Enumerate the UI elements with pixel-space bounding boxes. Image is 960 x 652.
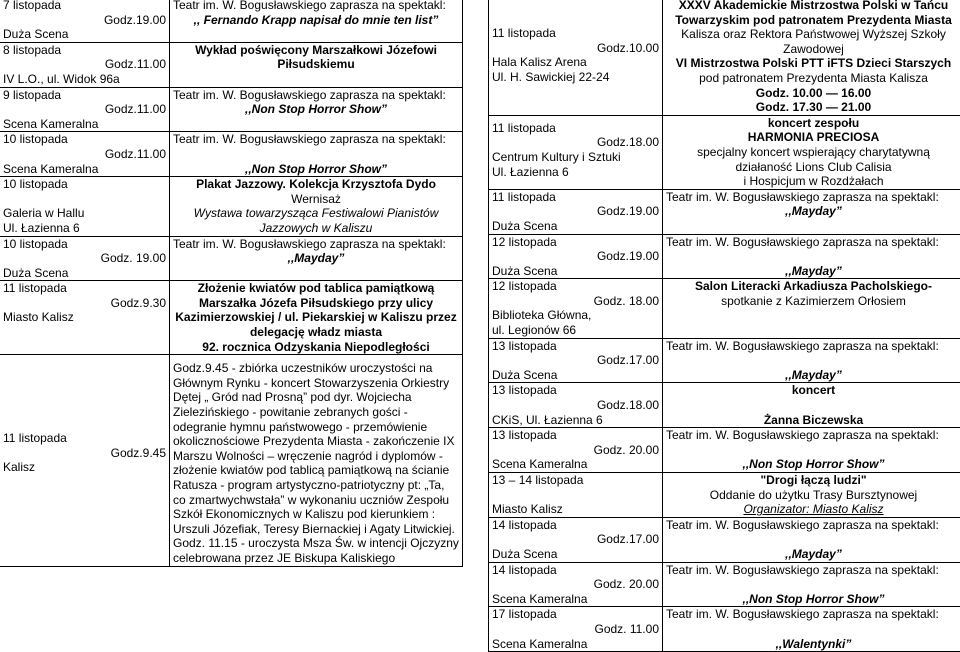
event-time	[492, 488, 659, 503]
event-line: XXXV Akademickie Mistrzostwa Polski w Tańcu	[666, 0, 960, 13]
event-line: Teatr im. W. Bogusławskiego zaprasza na spektakl:	[666, 607, 960, 622]
event-line: Teatr im. W. Bogusławskiego zaprasza na spektakl:	[666, 190, 960, 205]
schedule-row	[0, 0, 463, 42]
event-when-cell	[0, 42, 170, 87]
event-line: Teatr im. W. Bogusławskiego zaprasza na spektakl:	[173, 132, 459, 147]
event-line: Salon Literacki Arkadiusza Pacholskiego-	[666, 279, 960, 294]
event-line: "Drogi łączą ludzi"	[666, 473, 960, 488]
event-when-cell	[489, 338, 663, 383]
event-time: Godz. 18.00	[492, 294, 659, 309]
event-when-cell	[489, 279, 663, 338]
event-line: działaność Lions Club Calisia	[666, 160, 960, 175]
schedule-row	[489, 428, 960, 473]
event-line: Żanna Biczewska	[666, 413, 960, 428]
event-description-cell	[170, 177, 463, 236]
schedule-table-right	[488, 0, 960, 652]
event-line: Teatr im. W. Bogusławskiego zaprasza na spektakl:	[666, 339, 960, 354]
schedule-row	[489, 562, 960, 607]
event-venue: Centrum Kultury i Sztuki	[492, 150, 659, 165]
event-venue: Ul. H. Sawickiej 22-24	[492, 70, 659, 85]
event-description-cell	[663, 279, 960, 338]
event-when-cell	[0, 132, 170, 177]
event-date: 17 listopada	[492, 607, 659, 622]
event-time: Godz. 11.00	[492, 622, 659, 637]
event-venue: Scena Kameralna	[3, 117, 166, 132]
schedule-row	[489, 279, 960, 338]
event-time: Godz. 20.00	[492, 443, 659, 458]
schedule-row	[489, 0, 960, 115]
event-time: Godz.18.00	[492, 135, 659, 150]
event-line	[666, 353, 960, 368]
schedule-row	[0, 42, 463, 87]
event-date: 13 – 14 listopada	[492, 473, 659, 488]
event-date: 11 listopada	[492, 26, 659, 41]
event-venue: Duża Scena	[492, 219, 659, 234]
event-line: ,,Mayday”	[666, 368, 960, 383]
event-line: Wystawa towarzysząca Festiwalowi Pianistów	[173, 206, 459, 221]
event-line	[666, 398, 960, 413]
event-when-cell	[489, 189, 663, 234]
schedule-row	[0, 132, 463, 177]
event-line: Teatr im. W. Bogusławskiego zaprasza na spektakl:	[666, 428, 960, 443]
event-venue: Miasto Kalisz	[492, 502, 659, 517]
event-venue: Duża Scena	[3, 27, 166, 42]
schedule-row	[0, 355, 463, 566]
schedule-row	[489, 517, 960, 562]
schedule-row	[489, 189, 960, 234]
event-line: ,,Mayday”	[666, 264, 960, 279]
event-line: Złożenie kwiatów pod tablica pamiątkową	[173, 281, 459, 296]
event-when-cell	[489, 115, 663, 189]
event-line: Teatr im. W. Bogusławskiego zaprasza na spektakl:	[173, 0, 459, 13]
event-line: Kazimierzowskiej / ul. Piekarskiej w Kaliszu przez	[173, 310, 459, 325]
event-when-cell	[489, 607, 663, 652]
event-date: 7 listopada	[3, 0, 166, 13]
event-description-cell	[663, 0, 960, 115]
schedule-table-left	[0, 0, 463, 567]
event-venue: Hala Kalisz Arena	[492, 55, 659, 70]
event-when-cell	[489, 428, 663, 473]
event-description-cell	[663, 234, 960, 279]
event-description-cell	[170, 0, 463, 42]
event-line: Teatr im. W. Bogusławskiego zaprasza na spektakl:	[666, 563, 960, 578]
event-when-cell	[0, 355, 170, 566]
event-time: Godz.19.00	[3, 13, 166, 28]
schedule-row	[489, 607, 960, 652]
event-date: 11 listopada	[3, 281, 166, 296]
schedule-row	[0, 281, 463, 355]
event-venue: Duża Scena	[492, 368, 659, 383]
event-venue: Galeria w Hallu	[3, 206, 166, 221]
event-date: 10 listopada	[3, 237, 166, 252]
event-date: 12 listopada	[492, 279, 659, 294]
event-time: Godz.11.00	[3, 102, 166, 117]
event-line: Kalisza oraz Rektora Państwowej Wyższej Szkoły	[666, 27, 960, 42]
event-when-cell	[489, 473, 663, 518]
event-line: VI Mistrzostwa Polski PTT iFTS Dzieci Starszych	[666, 56, 960, 71]
event-line	[666, 249, 960, 264]
event-line: Marszałka Józefa Piłsudskiego przy ulicy	[173, 296, 459, 311]
event-line: Wykład poświęcony Marszałkowi Józefowi	[173, 43, 459, 58]
event-description-cell	[170, 236, 463, 281]
event-line	[666, 532, 960, 547]
event-line: pod patronatem Prezydenta Miasta Kalisza	[666, 71, 960, 86]
event-line: Jazzowych w Kaliszu	[173, 221, 459, 236]
event-line: Piłsudskiemu	[173, 57, 459, 72]
event-when-cell	[0, 177, 170, 236]
event-when-cell	[0, 0, 170, 42]
event-time: Godz.11.00	[3, 147, 166, 162]
event-venue: Duża Scena	[492, 264, 659, 279]
event-date: 11 listopada	[492, 190, 659, 205]
event-line: Organizator: Miasto Kalisz	[666, 502, 960, 517]
event-date: 13 listopada	[492, 383, 659, 398]
event-line: ,,Non Stop Horror Show”	[173, 102, 459, 117]
schedule-row	[0, 177, 463, 236]
event-date: 8 listopada	[3, 43, 166, 58]
event-line: Teatr im. W. Bogusławskiego zaprasza na spektakl:	[173, 237, 459, 252]
event-line: ,,Mayday”	[666, 204, 960, 219]
event-time: Godz.18.00	[492, 398, 659, 413]
event-when-cell	[0, 281, 170, 355]
event-line	[666, 443, 960, 458]
event-line: koncert	[666, 383, 960, 398]
event-time: Godz.17.00	[492, 353, 659, 368]
event-description-cell	[663, 189, 960, 234]
event-line: ,,Walentynki”	[666, 637, 960, 652]
event-venue: Scena Kameralna	[492, 637, 659, 652]
event-description-cell	[170, 87, 463, 132]
event-date: 11 listopada	[3, 431, 166, 446]
event-time: Godz.19.00	[492, 204, 659, 219]
event-line: Godz. 10.00 — 16.00	[666, 86, 960, 101]
event-venue: Duża Scena	[3, 266, 166, 281]
event-program-text: Godz.9.45 - zbiórka uczestników uroczystości na Głównym Rynku - koncert Stowarzyszenia Orkiestry Dętej „ Gród nad Prosną” pod dyr. Wojciecha Zielezińskiego - powitanie zebranych gości - odegranie hymnu państwowego - przemówienie okolicznościowe Prezydenta Miasta - zakończenie IX Marszu Wolności – wręczenie nagród i dyplomów - złożenie kwiatów pod tablicą pamiątkową na ścianie Ratusza - program artystyczno-patriotyczny pt: „Ta, co zmartwychwstała” w wykonaniu uczniów Zespołu Szkół Ekonomicznych w Kaliszu pod kierunkiem : Urszuli Józefiak, Teresy Biernackiej i Agaty Litwickiej. Godz. 11.15 - uroczysta Msza Św. w intencji Ojczyzny celebrowana przez JE Biskupa Kaliskiego	[173, 361, 459, 565]
event-description-cell	[663, 428, 960, 473]
event-time: Godz.10.00	[492, 41, 659, 56]
event-date: 10 listopada	[3, 132, 166, 147]
event-description-cell	[663, 517, 960, 562]
event-description-cell	[663, 607, 960, 652]
event-line: Oddanie do użytku Trasy Bursztynowej	[666, 488, 960, 503]
schedule-row	[489, 473, 960, 518]
event-line: koncert zespołu	[666, 116, 960, 131]
event-time: Godz.11.00	[3, 57, 166, 72]
schedule-row	[489, 338, 960, 383]
event-venue: Miasto Kalisz	[3, 310, 166, 325]
event-line: ,,Non Stop Horror Show”	[173, 162, 459, 177]
event-line: ,,Non Stop Horror Show”	[666, 592, 960, 607]
event-venue: Ul. Łazienna 6	[3, 221, 166, 236]
event-line: i Hospicjum w Rozdżałach	[666, 174, 960, 189]
event-venue: CKiS, Ul. Łazienna 6	[492, 413, 659, 428]
event-time: Godz.17.00	[492, 532, 659, 547]
event-date: 9 listopada	[3, 88, 166, 103]
event-date: 14 listopada	[492, 518, 659, 533]
event-line: Teatr im. W. Bogusławskiego zaprasza na spektakl:	[666, 235, 960, 250]
event-time: Godz.9.45	[3, 446, 166, 461]
event-date: 13 listopada	[492, 339, 659, 354]
event-description-cell	[170, 42, 463, 87]
event-when-cell	[489, 562, 663, 607]
event-venue: Kalisz	[3, 460, 166, 475]
event-when-cell	[489, 517, 663, 562]
event-line: Wernisaż	[173, 192, 459, 207]
spacer	[3, 192, 166, 207]
schedule-row	[489, 234, 960, 279]
event-description-cell	[663, 473, 960, 518]
event-date: 12 listopada	[492, 235, 659, 250]
event-venue: Duża Scena	[492, 547, 659, 562]
event-description-cell	[170, 281, 463, 355]
event-line	[666, 622, 960, 637]
schedule-row	[0, 236, 463, 281]
event-description-cell	[663, 562, 960, 607]
event-line: Zawodowej	[666, 42, 960, 57]
event-date: 13 listopada	[492, 428, 659, 443]
event-line: HARMONIA PRECIOSA	[666, 130, 960, 145]
event-description-cell	[170, 132, 463, 177]
event-time: Godz.19.00	[492, 249, 659, 264]
event-line: ,, Fernando Krapp napisał do mnie ten list”	[173, 13, 459, 28]
event-venue: Scena Kameralna	[492, 592, 659, 607]
event-venue: Ul. Łazienna 6	[492, 165, 659, 180]
event-line	[173, 147, 459, 162]
event-date: 11 listopada	[492, 121, 659, 136]
event-date: 14 listopada	[492, 563, 659, 578]
event-time: Godz.9.30	[3, 296, 166, 311]
event-when-cell	[489, 383, 663, 428]
event-description-cell	[663, 115, 960, 189]
event-line	[666, 577, 960, 592]
event-description-cell	[663, 383, 960, 428]
event-when-cell	[489, 0, 663, 115]
event-line: ,,Mayday”	[666, 547, 960, 562]
event-when-cell	[0, 236, 170, 281]
event-line: specjalny koncert wspierający charytatywną	[666, 145, 960, 160]
event-time: Godz. 19.00	[3, 251, 166, 266]
event-line: Towarzyskim pod patronatem Prezydenta Miasta	[666, 13, 960, 28]
event-venue: ul. Legionów 66	[492, 323, 659, 338]
schedule-row	[489, 383, 960, 428]
event-venue: Scena Kameralna	[3, 162, 166, 177]
schedule-row	[489, 115, 960, 189]
event-when-cell	[0, 87, 170, 132]
event-line: Teatr im. W. Bogusławskiego zaprasza na spektakl:	[173, 88, 459, 103]
event-venue: Scena Kameralna	[492, 457, 659, 472]
event-line: delegację władz miasta	[173, 325, 459, 340]
event-line: Godz. 17.30 — 21.00	[666, 100, 960, 115]
event-when-cell	[489, 234, 663, 279]
event-line: spotkanie z Kazimierzem Orłosiem	[666, 294, 960, 309]
event-time: Godz. 20.00	[492, 577, 659, 592]
event-venue: IV L.O., ul. Widok 96a	[3, 72, 166, 87]
event-line: Teatr im. W. Bogusławskiego zaprasza na spektakl:	[666, 518, 960, 533]
event-venue: Biblioteka Główna,	[492, 308, 659, 323]
event-line: ,,Non Stop Horror Show”	[666, 457, 960, 472]
event-line: Plakat Jazzowy. Kolekcja Krzysztofa Dydo	[173, 177, 459, 192]
event-description-cell	[663, 338, 960, 383]
event-description-cell	[170, 355, 463, 566]
event-date: 10 listopada	[3, 177, 166, 192]
schedule-row	[0, 87, 463, 132]
event-line: ,,Mayday”	[173, 251, 459, 266]
event-line: 92. rocznica Odzyskania Niepodległości	[173, 340, 459, 355]
